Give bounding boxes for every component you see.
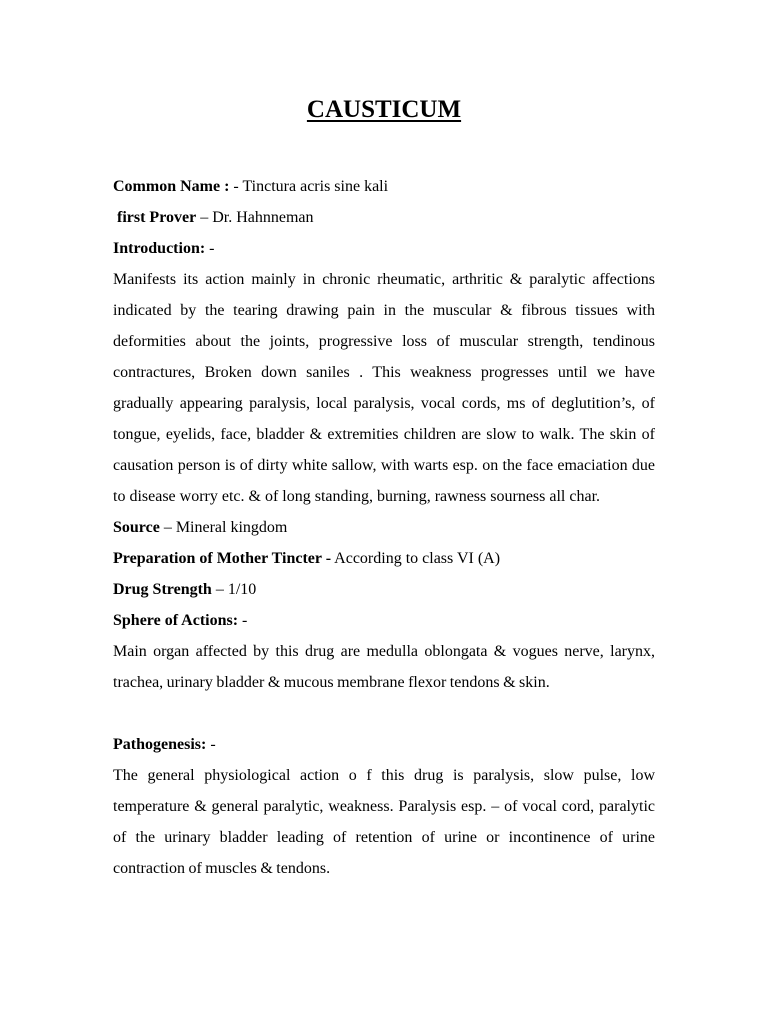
pathogenesis-dash: - [206,736,216,753]
document-title: CAUSTICUM [306,96,462,123]
source-line [113,512,655,543]
pathogenesis-text: The general physiological action o f this drug is paralysis, slow pulse, low temperature & general paralytic, weakness. Paralysis esp. – of vocal cord, paralytic of the urinary bladder leading of retention of urine or incontinence of urine contraction of muscles & tendons. [113,767,655,877]
common-name-line [113,171,655,202]
section-spacer [113,698,655,729]
first-prover-label: first Prover [117,209,197,226]
source-label: Source [113,519,160,536]
sphere-of-actions-dash: - [238,612,248,629]
first-prover-line [113,202,655,233]
preparation-label: Preparation of Mother Tincter - [113,550,332,567]
common-name-value: - Tinctura acris sine kali [229,178,389,195]
common-name-label: Common Name : [113,178,230,195]
document-body [113,171,655,884]
drug-strength-label: Drug Strength [113,581,212,598]
preparation-value: According to class VI (A) [331,550,501,567]
pathogenesis-heading [113,729,655,760]
first-prover-value: – Dr. Hahnneman [196,209,314,226]
sphere-of-actions-heading [113,605,655,636]
introduction-label: Introduction: [113,240,206,257]
drug-strength-value: – 1/10 [211,581,257,598]
introduction-dash: - [205,240,215,257]
sphere-of-actions-label: Sphere of Actions: [113,612,239,629]
introduction-heading [113,233,655,264]
introduction-text: Manifests its action mainly in chronic rheumatic, arthritic & paralytic affections indicated by the tearing drawing pain in the muscular & fibrous tissues with deformities about the joints, progressive loss of muscular strength, tendinous contractures, Broken down saniles . This weakness progresses until we have gradually appearing paralysis, local paralysis, vocal cords, ms of deglutition’s, of tongue, eyelids, face, bladder & extremities children are slow to walk. The skin of causation person is of dirty white sallow, with warts esp. on the face emaciation due to disease worry etc. & of long standing, burning, rawness sourness all char. [113,271,655,505]
source-value: – Mineral kingdom [159,519,288,536]
sphere-of-actions-text: Main organ affected by this drug are medulla oblongata & vogues nerve, larynx, trachea, urinary bladder & mucous membrane flexor tendons & skin. [113,643,655,691]
pathogenesis-label: Pathogenesis: [113,736,207,753]
preparation-line [113,543,655,574]
drug-strength-line [113,574,655,605]
